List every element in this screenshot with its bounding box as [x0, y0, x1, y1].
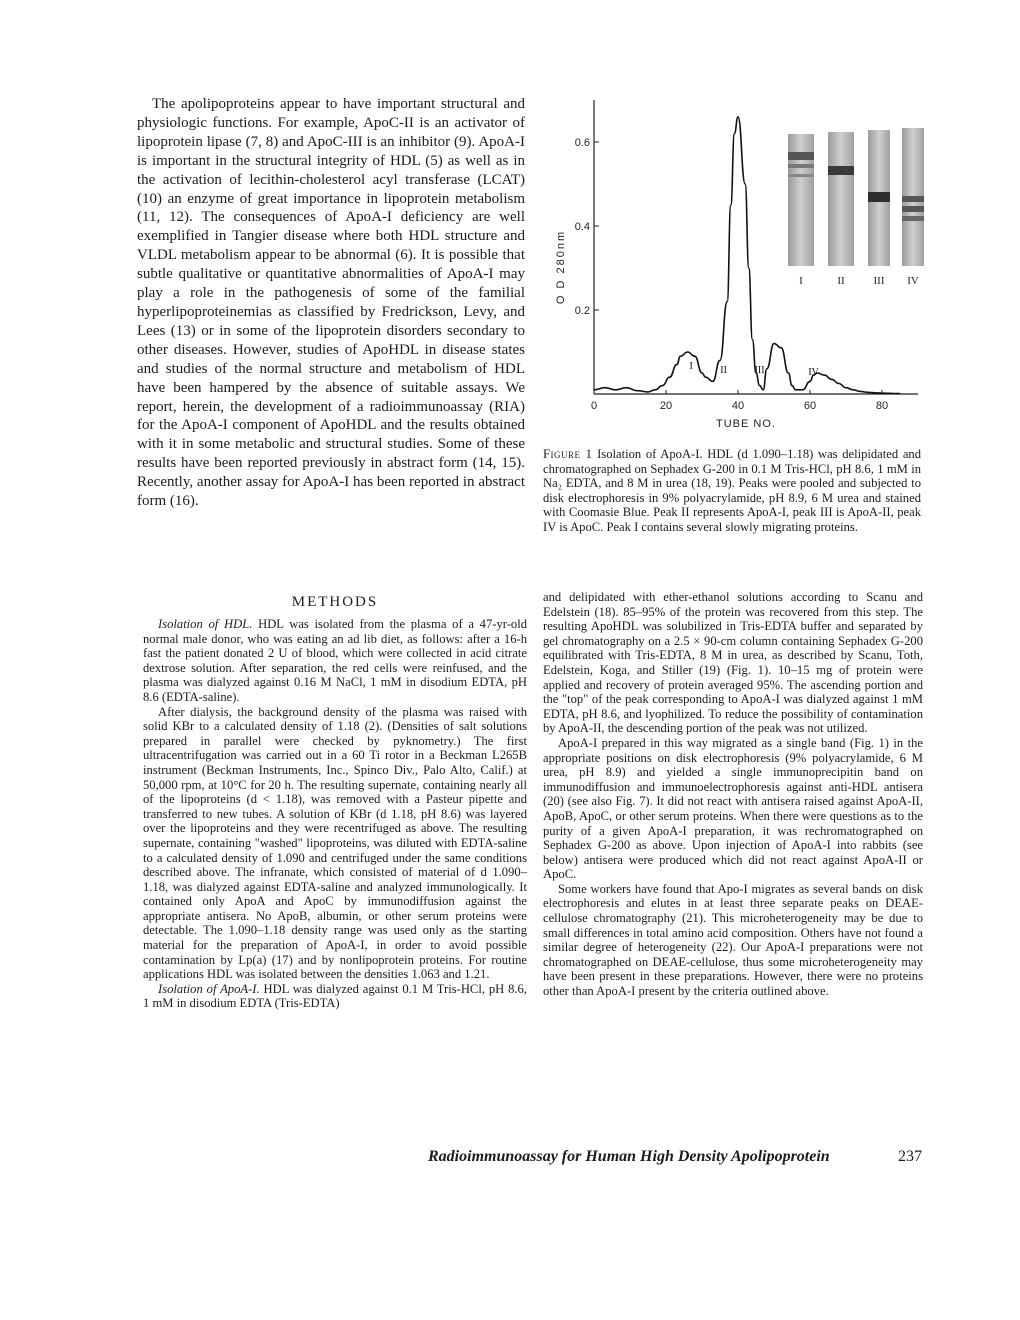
gel-band	[902, 216, 924, 221]
right-paragraph-1: and delipidated with ether-ethanol solutions according to Scanu and Edelstein (18). 85–95% of the protein was recovered from this step. The resulting ApoHDL was solubilized in Tris-EDTA buffer and separated by gel chromatography on a 2.5 × 90-cm column containing Sephadex G-200 equilibrated with Tris-EDTA, 8 M in urea, as described by Scanu, Toth, Edelstein, Koga, and Stiller (19) (Fig. 1). 10–15 mg of protein were applied and recovery of protein averaged 95%. The ascending portion and the "top" of the peak corresponding to ApoA-I was dialyzed against 1 mM EDTA, pH 8.6, and lyophilized. To reduce the possibility of contamination by ApoA-II, the descending portion of the peak was not utilized.	[543, 590, 923, 736]
gel-lane-label: IV	[907, 275, 919, 287]
gel-band	[828, 166, 854, 175]
x-tick-label: 80	[875, 400, 889, 412]
x-tick-label: 60	[803, 400, 817, 412]
caption-lead: Figure 1	[543, 447, 593, 461]
y-axis-label: O D 280nm	[555, 229, 567, 305]
peak-label: IV	[808, 367, 819, 379]
gel-band	[788, 174, 814, 177]
od280-trace	[594, 117, 900, 394]
peak-label: II	[720, 365, 727, 376]
methods-paragraph-3	[143, 982, 527, 1011]
gel-band	[788, 164, 814, 168]
x-tick-label: 0	[590, 400, 598, 412]
intro-paragraph: The apolipoproteins appear to have important structural and physiologic functions. For example, ApoC-II is an activator of lipoprotein lipase (7, 8) and ApoC-III is an inhibitor (9). ApoA-I is important in the structural integrity of HDL (5) as well as in the activation of lecithin-cholesterol acyl transferase (LCAT) (10) an enzyme of great importance in lipoprotein metabolism (11, 12). The consequences of ApoA-I deficiency are well exemplified in Tangier disease where both HDL structure and VLDL metabolism appear to be abnormal (6). It is possible that subtle qualitative or quantitative abnormalities of ApoA-I may play a role in the pathogenesis of some of the familial hyperlipoproteinemias as classified by Fredrickson, Levy, and Lees (13) or in some of the lipoprotein disorders secondary to other diseases. However, studies of ApoHDL in disease states and studies of the normal structure and metabolism of HDL have been hampered by the absence of suitable assays. We report, herein, the development of a radioimmunoassay (RIA) for the ApoA-I component of ApoHDL and the results obtained with it in some metabolic and structural studies. Some of these results have been reported previously in abstract form (14, 15). Recently, another assay for ApoA-I has been reported in abstract form (16).	[137, 96, 525, 510]
gel-band	[902, 206, 924, 212]
x-tick-label: 40	[731, 400, 745, 412]
gel-band	[788, 152, 814, 160]
methods-p3-text: HDL was dialyzed against 0.1 M Tris-HCl, pH 8.6, 1 mM in disodium EDTA (Tris-EDTA)	[143, 981, 527, 1011]
caption-text: Isolation of ApoA-I. HDL (d 1.090–1.18) was delipidated and chromatographed on Sephadex G-200 in 0.1 M Tris-HCl, pH 8.6, 1 mM in Na₂ EDTA, and 8 M in urea (18, 19). Peaks were pooled and subjected to disk electrophoresis in 9% polyacrylamide, pH 8.9, 6 M urea and stained with Coomasie Blue. Peak II represents ApoA-I, peak III is ApoA-II, peak IV is ApoC. Peak I contains several slowly migrating proteins.	[543, 447, 921, 534]
right-column	[543, 590, 923, 999]
chromatogram-chart	[540, 92, 940, 442]
gel-lane-label: III	[873, 275, 885, 287]
right-paragraph-2: ApoA-I prepared in this way migrated as a single band (Fig. 1) in the appropriate positions on disk electrophoresis (9% polyacrylamide, 6 M urea, pH 8.9) and yielded a single immunoprecipitin band on immunodiffusion and immunoelectrophoresis against anti-HDL antisera (20) (see also Fig. 7). It did not react with antisera raised against ApoA-II, ApoB, ApoC, or other serum proteins. When there were questions as to the purity of a given ApoA-I preparation, it was rechromatographed on Sephadex G-200 as above. Upon injection of ApoA-I into rabbits (see below) antisera were produced which did not react against ApoA-II or ApoC.	[543, 735, 923, 882]
chart-marks	[594, 117, 900, 394]
running-footer-title: Radioimmunoassay for Human High Density Apolipoprotein	[428, 1148, 830, 1165]
methods-column	[143, 594, 527, 1011]
methods-heading: METHODS	[291, 594, 379, 610]
peak-label: III	[754, 365, 765, 376]
methods-paragraph-1	[143, 617, 527, 705]
chart-axes	[555, 100, 918, 430]
gel-lane-label: II	[837, 275, 845, 287]
gel-band	[868, 192, 890, 202]
intro-column	[137, 95, 525, 511]
y-tick-label: 0.6	[574, 137, 590, 149]
figure-caption	[543, 447, 921, 535]
gel-inset	[788, 128, 924, 287]
page-number: 237	[898, 1148, 922, 1165]
peak-label: I	[689, 360, 693, 372]
x-tick-label: 20	[659, 400, 673, 412]
y-tick-label: 0.2	[574, 305, 590, 317]
runin-isolation-hdl: Isolation of HDL.	[158, 617, 253, 631]
gel-band	[902, 196, 924, 202]
right-paragraph-3: Some workers have found that Apo-I migrates as several bands on disk electrophoresis and elutes in at least three separate peaks on DEAE-cellulose chromatography (21). This microheterogeneity may be due to small differences in total amino acid composition. Others have not found a similar degree of heterogeneity (22). Our ApoA-I preparations were not chromatographed on DEAE-cellulose, thus some microheterogeneity may have been present in these preparations. However, there were no proteins other than ApoA-I present by the criteria outlined above.	[543, 881, 923, 999]
gel-lane-label: I	[799, 275, 803, 287]
y-tick-label: 0.4	[574, 221, 590, 233]
gel-lane-2	[828, 132, 854, 266]
runin-isolation-apoa1: Isolation of ApoA-I.	[158, 981, 260, 996]
methods-paragraph-2: After dialysis, the background density of the plasma was raised with solid KBr to a calculated density of 1.18 (2). (Densities of salt solutions prepared in parallel were checked by pyknometry.) The first ultracentrifugation was carried out in a 60 Ti rotor in a Beckman L265B instrument (Beckman Instruments, Inc., Spinco Div., Palo Alto, Calif.) at 50,000 rpm, at 10°C for 20 h. The resulting supernate, containing nearly all of the lipoproteins (d < 1.18), was removed with a Pasteur pipette and transferred to new tubes. A solution of KBr (d 1.18, pH 8.6) was layered over the lipoproteins and they were recentrifuged as above. The resulting supernate, containing "washed" lipoproteins, was diluted with EDTA-saline to a calculated density of 1.090 and centrifuged under the same conditions described above. The infranate, which consisted of material of d 1.090–1.18, was dialyzed against EDTA-saline and analyzed immunologically. It contained only ApoA and ApoC by immunodiffusion against the appropriate antisera. No ApoB, albumin, or other serum proteins were detectable. The 1.090–1.18 density range was used only as the starting material for the preparation of ApoA-I, in order to avoid possible contamination by Lp(a) (17) and by nonlipoprotein proteins. For routine applications HDL was isolated between the densities 1.063 and 1.21.	[143, 704, 527, 982]
gel-lane-labels	[799, 275, 919, 287]
figure-1	[540, 92, 940, 442]
methods-p1-text: HDL was isolated from the plasma of a 47-yr-old normal male donor, who was eating an ad lib diet, as follows: after a 16-h fast the patient donated 2 U of blood, which were collected in acid citrate dextrose solution. After separation, the red cells were reinfused, and the plasma was dialyzed against 0.16 M NaCl, 1 mM in disodium EDTA, pH 8.6 (EDTA-saline).	[143, 617, 527, 704]
x-axis-label: TUBE NO.	[716, 418, 776, 430]
